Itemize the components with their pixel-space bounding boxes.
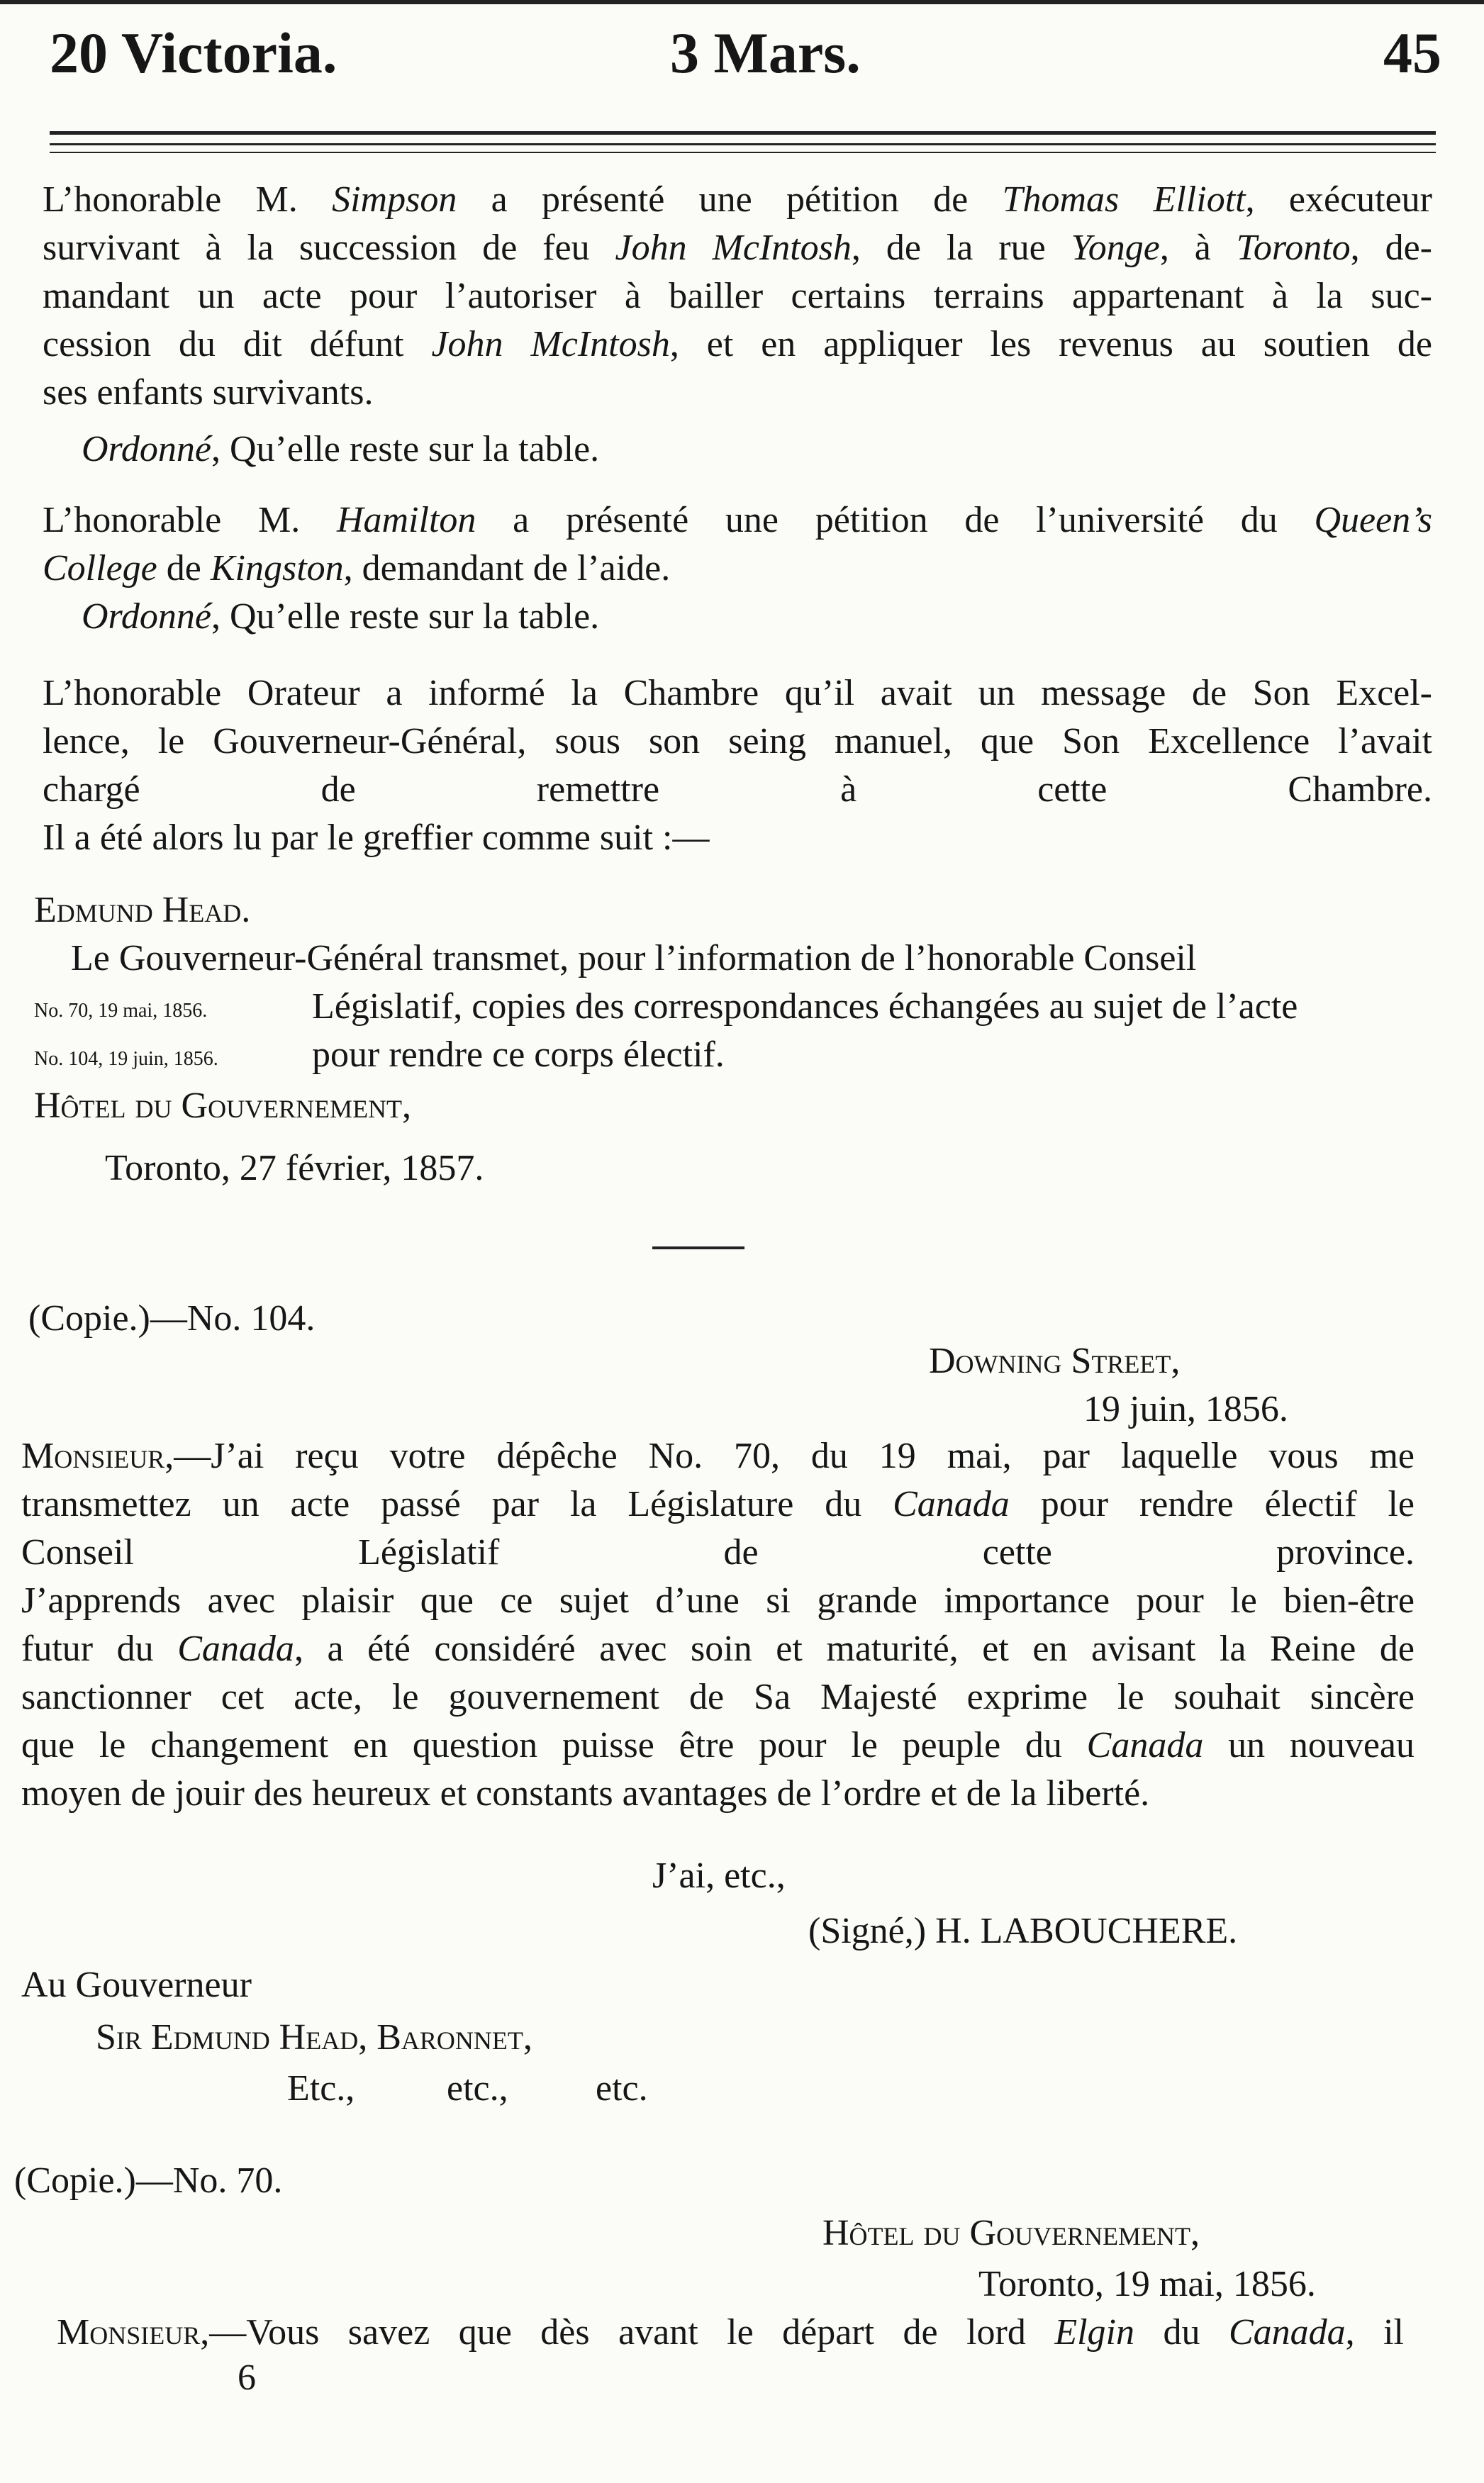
order-text: , Qu’elle reste sur la table. [211,596,600,637]
para2-order [82,593,599,641]
text-line: chargé de remettre à cette Chambre. [43,769,1432,810]
signature-mark: 6 [238,2358,256,2398]
copy70-date: Toronto, 19 mai, 1856. [978,2264,1316,2304]
text-line: College de Kingston, demandant de l’aide. [43,548,671,588]
margin-note-1: No. 70, 19 mai, 1856. [34,1000,208,1022]
copy70-line1: Monsieur,—Vous savez que dès avant le départ de lord Elgin du Canada, il [57,2312,1404,2353]
message-place: Hôtel du Gouvernement, [34,1086,412,1126]
copy104-addr3a: Etc., [287,2068,355,2109]
para1 [43,176,1432,417]
copy104-addr2: Sir Edmund Head, Baronnet, [96,2017,532,2058]
header-rule-3 [50,152,1436,153]
copy104-from: Downing Street, [929,1341,1181,1381]
text-line: que le changement en question puisse être pour le peuple du Canada un nouveau [21,1725,1415,1765]
order-text: , Qu’elle reste sur la table. [211,429,600,469]
copy70-heading: (Copie.)—No. 70. [14,2160,283,2201]
message-date: Toronto, 27 février, 1857. [105,1148,484,1188]
text-line: J’apprends avec plaisir que ce sujet d’une si grande importance pour le bien-être [21,1580,1415,1621]
header-rule-1 [50,131,1436,135]
text-line: L’honorable M. Hamilton a présenté une pétition de l’université du Queen’s [43,500,1432,540]
order-word: Ordonné [82,429,211,469]
text-line: ses enfants survivants. [43,372,374,413]
para1-order [82,425,599,474]
copy104-closing: J’ai, etc., [652,1856,786,1896]
text-line: L’honorable M. Simpson a présenté une pétition de Thomas Elliott, exécuteur [43,179,1432,220]
copy104-addr3b: etc., [447,2068,508,2109]
text-line: moyen de jouir des heureux et constants avantages de l’ordre et de la liberté. [21,1773,1150,1814]
copy104-addr3c: etc. [596,2068,648,2109]
text-line: mandant un acte pour l’autoriser à bailler certains terrains appartenant à la suc- [43,276,1432,316]
message-signer: Edmund Head. [34,890,251,930]
text-line: Monsieur,—J’ai reçu votre dépêche No. 70, du 19 mai, par laquelle vous me [21,1436,1415,1476]
page-number: 45 [1383,21,1441,85]
message-line2: Législatif, copies des correspondances échangées au sujet de l’acte [312,986,1298,1027]
text-line: futur du Canada, a été considéré avec soin et maturité, et en avisant la Reine de [21,1629,1415,1669]
copy104-date: 19 juin, 1856. [1083,1389,1288,1429]
text-line: transmettez un acte passé par la Législature du Canada pour rendre électif le [21,1484,1415,1524]
text-line: cession du dit défunt John McIntosh, et en appliquer les revenus au soutien de [43,324,1432,364]
text-line: sanctionner cet acte, le gouvernement de Sa Majesté exprime le souhait sincère [21,1677,1415,1717]
copy104-signature: (Signé,) H. LABOUCHERE. [808,1911,1238,1951]
header-rule-2 [50,143,1436,145]
text-line: Il a été alors lu par le greffier comme suit :— [43,818,710,858]
margin-note-2: No. 104, 19 juin, 1856. [34,1048,218,1070]
copy70-from: Hôtel du Gouvernement, [822,2213,1200,2253]
text-line: survivant à la succession de feu John McIntosh, de la rue Yonge, à Toronto, de- [43,228,1432,268]
copy104-heading: (Copie.)—No. 104. [28,1298,316,1339]
text-line: lence, le Gouverneur-Général, sous son seing manuel, que Son Excellence l’avait [43,721,1432,761]
top-border [0,0,1484,4]
header-center: 3 Mars. [670,21,861,85]
para2 [43,496,1432,593]
header-left: 20 Victoria. [50,21,337,85]
message-line3: pour rendre ce corps électif. [312,1034,725,1075]
text-line: Conseil Législatif de cette province. [21,1532,1415,1573]
section-divider [652,1246,744,1249]
copy104-body [21,1432,1415,1818]
para3 [43,669,1432,862]
message-line1: Le Gouverneur-Général transmet, pour l’information de l’honorable Conseil [71,938,1197,978]
order-word: Ordonné [82,596,211,637]
copy104-addr1: Au Gouverneur [21,1965,252,2005]
text-line: L’honorable Orateur a informé la Chambre qu’il avait un message de Son Excel- [43,673,1432,713]
